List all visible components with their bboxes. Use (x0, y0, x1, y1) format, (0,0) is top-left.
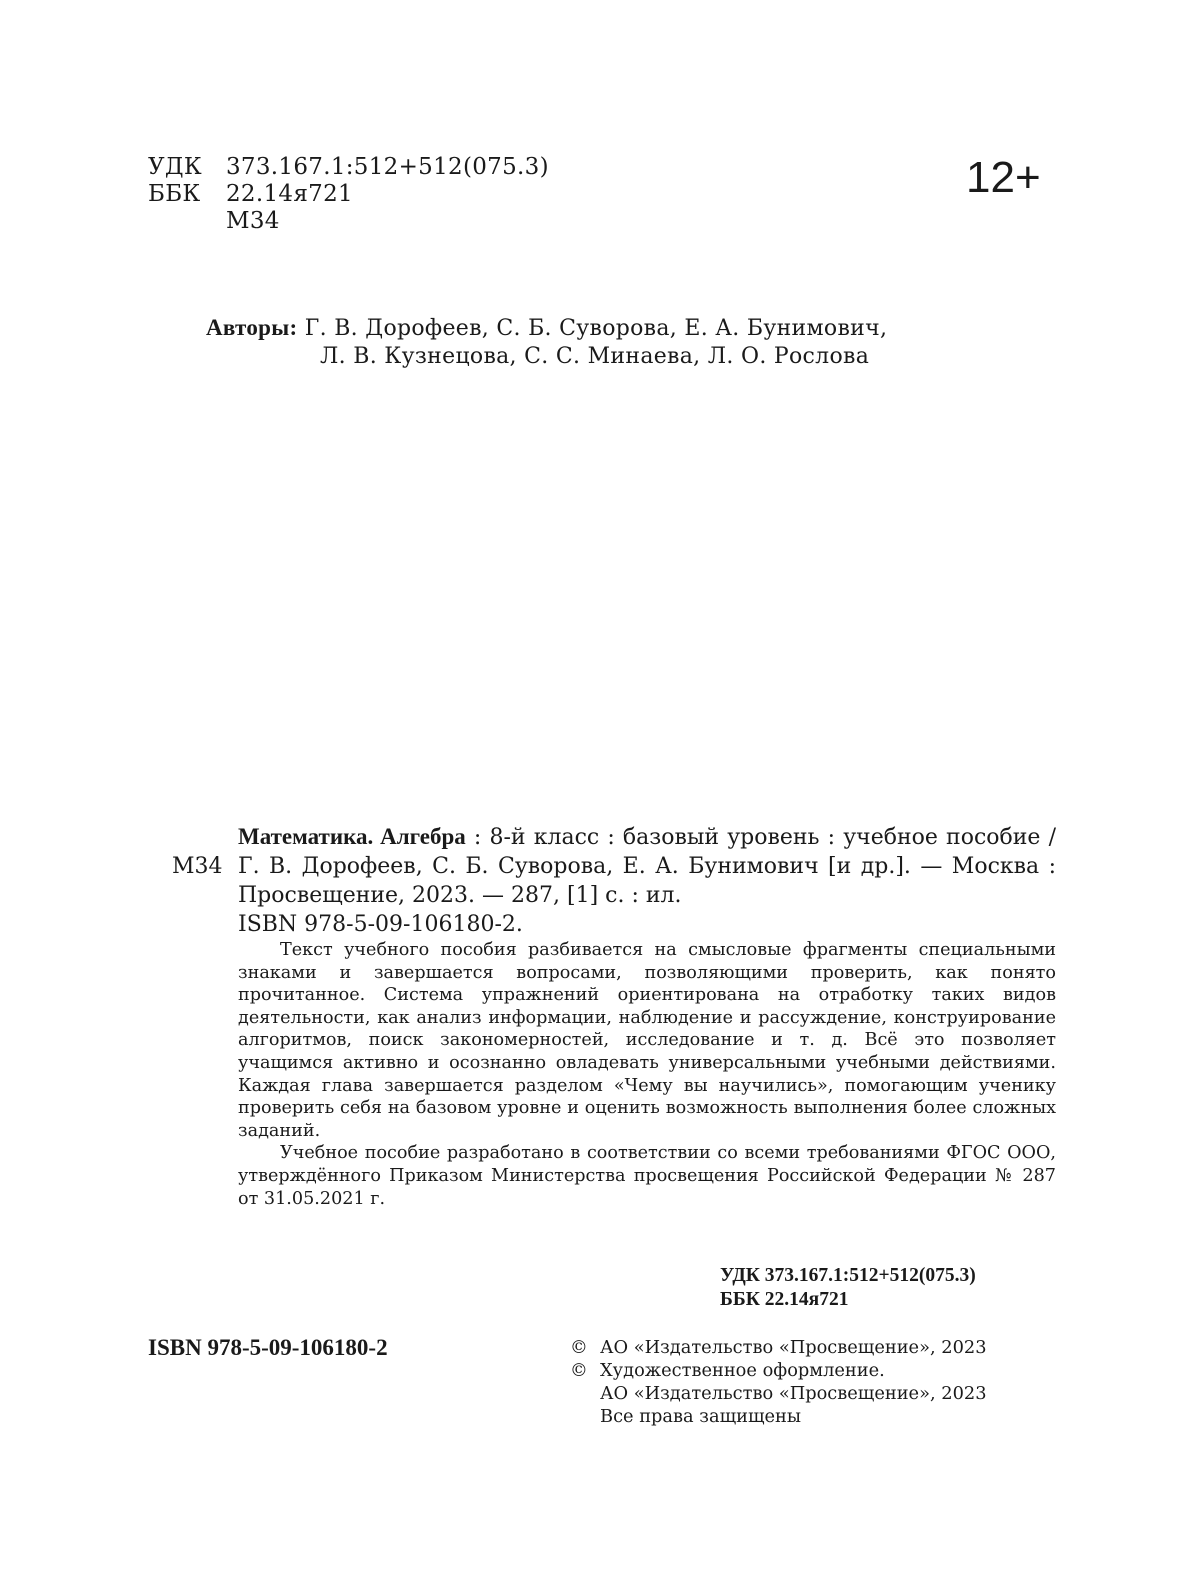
bibliographic-description (238, 822, 1056, 910)
copyright-line-1: АО «Издательство «Просвещение», 2023 (600, 1337, 987, 1358)
card-bbk: ББК 22.14я721 (720, 1289, 849, 1310)
copyright-block (570, 1336, 987, 1428)
book-description: : 8-й класс : базовый уровень : учебное пособие / Г. В. Дорофеев, С. Б. Суворова, Е. А. Бунимович [и др.]. — Москва : Просвещение, 2023. — 287, [1] с. : ил. (238, 825, 1056, 908)
authors-label: Авторы: (206, 315, 298, 340)
bbk-value: 22.14я721 (226, 181, 353, 207)
annotation-paragraph-1: Текст учебного пособия разбивается на смысловые фрагменты специальными знаками и завершается вопросами, позволяющими проверить, как понято прочитанное. Система упражнений ориентирована на отработку таких видов деятельности, как анализ информации, наблюдение и рассуждение, конструирование алгоритмов, поиск закономерностей, исследование и т. д. Всё это позволяет учащимся активно и осознанно овладевать универсальными учебными действиями. Каждая глава завершается разделом «Чему вы научились», помогающим ученику проверить себя на базовом уровне и оценить возможность выполнения более сложных заданий. (238, 940, 1056, 1141)
age-rating: 12+ (966, 153, 1041, 202)
copyright-line-2: Художественное оформление. (600, 1360, 885, 1381)
copyright-icon: © (570, 1337, 588, 1358)
authors-line-2: Л. В. Кузнецова, С. С. Минаева, Л. О. Рослова (320, 344, 870, 369)
copyright-line-4: Все права защищены (600, 1406, 802, 1427)
bbk-label: ББК (148, 181, 201, 207)
annotation-paragraph-2: Учебное пособие разработано в соответствии со всеми требованиями ФГОС ООО, утверждённого Приказом Министерства просвещения Российской Федерации № 287 от 31.05.2021 г. (238, 1143, 1056, 1209)
bbk-row (148, 181, 549, 208)
author-mark: М34 (226, 208, 280, 234)
book-title: Математика. Алгебра (238, 824, 466, 849)
udk-label: УДК (148, 154, 203, 180)
udk-value: 373.167.1:512+512(075.3) (226, 154, 549, 180)
card-isbn: ISBN 978-5-09-106180-2. (238, 912, 523, 937)
author-mark-row (148, 208, 549, 235)
authors-block (206, 314, 887, 371)
copyright-icon: © (570, 1360, 588, 1381)
card-udk: УДК 373.167.1:512+512(075.3) (720, 1265, 976, 1286)
isbn: ISBN 978-5-09-106180-2 (148, 1335, 388, 1360)
copyright-line-3: АО «Издательство «Просвещение», 2023 (600, 1383, 987, 1404)
udk-row (148, 154, 549, 181)
card-author-mark: М34 (172, 854, 223, 879)
classification-codes (148, 154, 549, 235)
authors-line-1: Г. В. Дорофеев, С. Б. Суворова, Е. А. Бунимович, (304, 316, 888, 341)
bibliographic-card (238, 822, 1056, 1210)
card-classification-codes (720, 1264, 976, 1312)
